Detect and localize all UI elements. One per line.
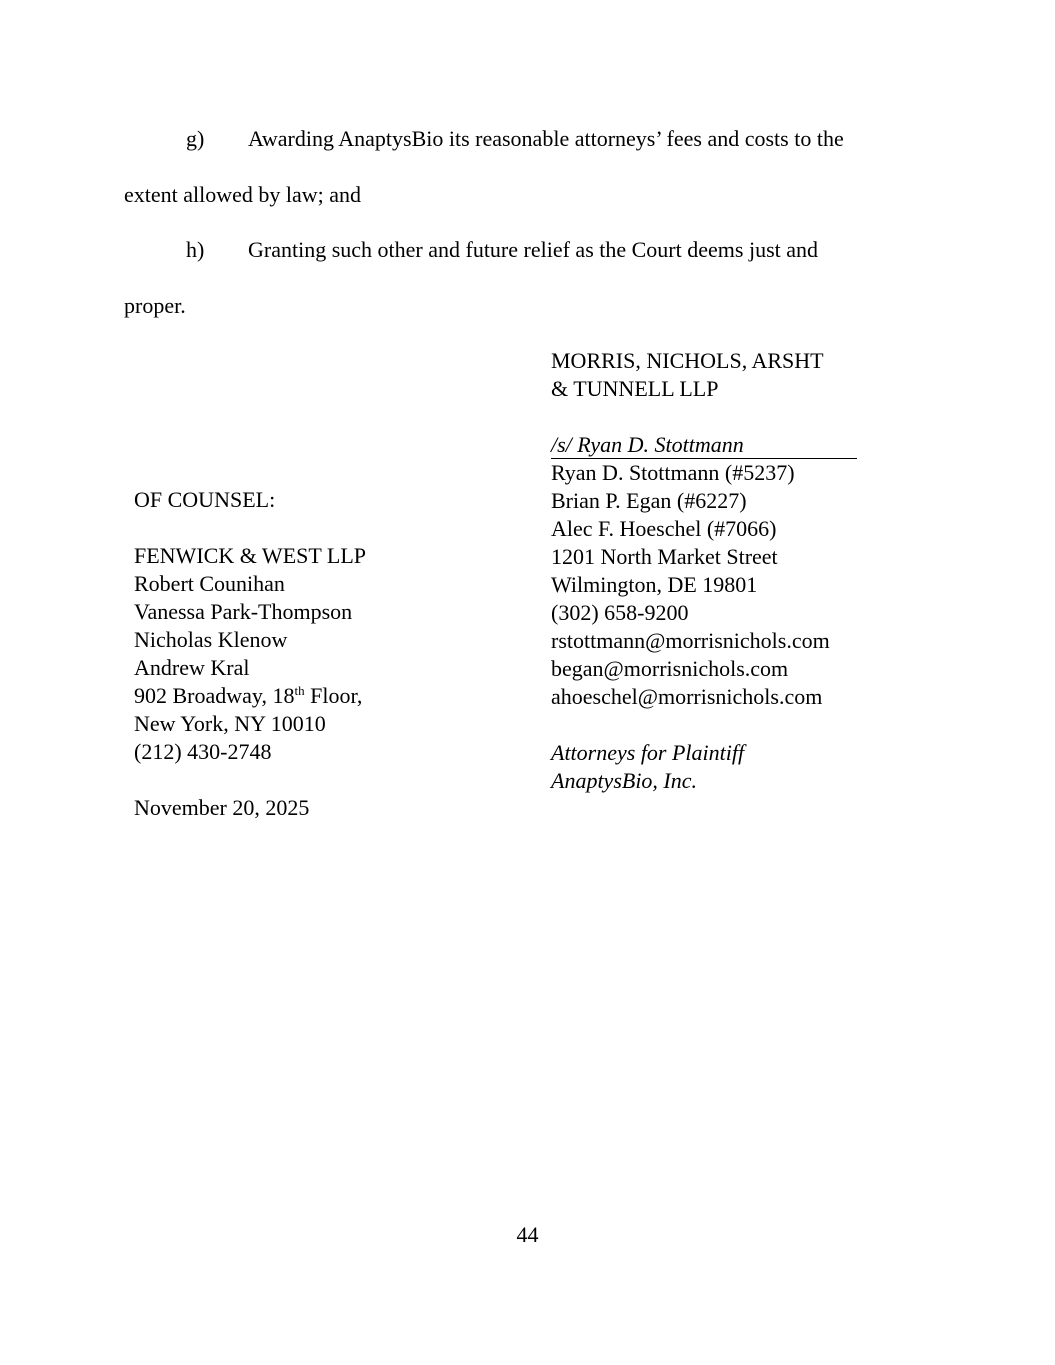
address-line2: Wilmington, DE 19801 bbox=[551, 572, 758, 597]
spacer bbox=[134, 514, 366, 542]
filing-date: November 20, 2025 bbox=[134, 795, 310, 820]
email: rstottmann@morrisnichols.com bbox=[551, 628, 830, 653]
attorney-name: Alec F. Hoeschel (#7066) bbox=[551, 516, 777, 541]
counsel-attorney: Robert Counihan bbox=[134, 571, 285, 596]
counsel-address-line1: 902 Broadway, 18th Floor, bbox=[134, 683, 363, 708]
relief-item-label: g) bbox=[186, 126, 205, 151]
counsel-attorney: Nicholas Klenow bbox=[134, 627, 288, 652]
firm-name-line2: & TUNNELL LLP bbox=[551, 376, 719, 401]
firm-name-line1: MORRIS, NICHOLS, ARSHT bbox=[551, 348, 824, 373]
email: ahoeschel@morrisnichols.com bbox=[551, 684, 823, 709]
signature: /s/ Ryan D. Stottmann bbox=[551, 432, 857, 459]
role-line2: AnaptysBio, Inc. bbox=[551, 768, 698, 793]
spacer bbox=[134, 766, 366, 794]
relief-item-h-continuation: proper. bbox=[124, 293, 186, 318]
email: began@morrisnichols.com bbox=[551, 656, 789, 681]
of-counsel-block bbox=[134, 486, 366, 822]
relief-item-g-continuation: extent allowed by law; and bbox=[124, 182, 362, 207]
role-line1: Attorneys for Plaintiff bbox=[551, 740, 745, 765]
attorney-name: Brian P. Egan (#6227) bbox=[551, 488, 747, 513]
spacer bbox=[551, 711, 857, 739]
counsel-address-line2: New York, NY 10010 bbox=[134, 711, 326, 736]
address-line1: 1201 North Market Street bbox=[551, 544, 778, 569]
counsel-attorney: Vanessa Park-Thompson bbox=[134, 599, 353, 624]
phone: (302) 658-9200 bbox=[551, 600, 689, 625]
relief-item-h bbox=[186, 236, 818, 264]
counsel-phone: (212) 430-2748 bbox=[134, 739, 272, 764]
relief-item-text: Awarding AnaptysBio its reasonable attorneys’ fees and costs to the bbox=[248, 126, 844, 151]
counsel-firm-name: FENWICK & WEST LLP bbox=[134, 543, 367, 568]
page-number: 44 bbox=[516, 1222, 539, 1247]
relief-item-text: Granting such other and future relief as the Court deems just and bbox=[248, 237, 819, 262]
signature-block-right bbox=[551, 347, 857, 795]
relief-item-g bbox=[186, 125, 844, 153]
signature-line bbox=[551, 431, 857, 459]
counsel-attorney: Andrew Kral bbox=[134, 655, 250, 680]
attorney-name: Ryan D. Stottmann (#5237) bbox=[551, 460, 795, 485]
relief-item-label: h) bbox=[186, 237, 205, 262]
of-counsel-heading: OF COUNSEL: bbox=[134, 487, 276, 512]
spacer bbox=[551, 403, 857, 431]
